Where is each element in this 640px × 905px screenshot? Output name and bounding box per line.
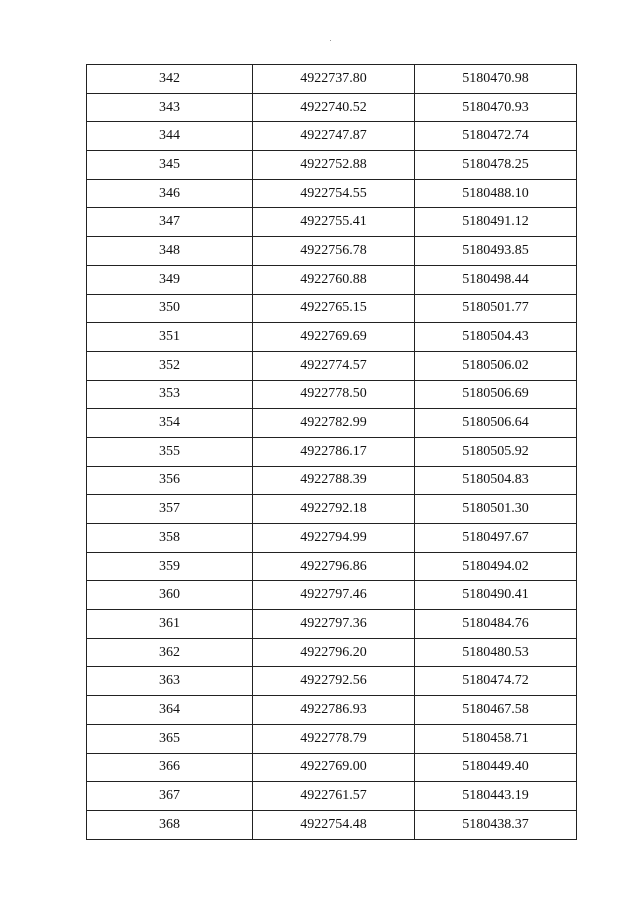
point-number-cell: 355	[87, 437, 253, 466]
point-number-cell: 346	[87, 179, 253, 208]
point-number-cell: 350	[87, 294, 253, 323]
table-row	[87, 495, 577, 524]
y-coordinate-cell: 5180443.19	[415, 782, 577, 811]
coordinate-table	[86, 64, 577, 840]
table-row	[87, 696, 577, 725]
table-row	[87, 65, 577, 94]
point-number-cell: 358	[87, 524, 253, 553]
point-number-cell: 353	[87, 380, 253, 409]
y-coordinate-cell: 5180470.93	[415, 93, 577, 122]
x-coordinate-cell: 4922792.56	[253, 667, 415, 696]
y-coordinate-cell: 5180494.02	[415, 552, 577, 581]
x-coordinate-cell: 4922797.46	[253, 581, 415, 610]
table-row	[87, 294, 577, 323]
point-number-cell: 359	[87, 552, 253, 581]
x-coordinate-cell: 4922778.50	[253, 380, 415, 409]
y-coordinate-cell: 5180501.77	[415, 294, 577, 323]
x-coordinate-cell: 4922740.52	[253, 93, 415, 122]
y-coordinate-cell: 5180467.58	[415, 696, 577, 725]
table-row	[87, 265, 577, 294]
y-coordinate-cell: 5180484.76	[415, 610, 577, 639]
point-number-cell: 349	[87, 265, 253, 294]
table-row	[87, 380, 577, 409]
table-row	[87, 753, 577, 782]
x-coordinate-cell: 4922754.55	[253, 179, 415, 208]
x-coordinate-cell: 4922747.87	[253, 122, 415, 151]
x-coordinate-cell: 4922778.79	[253, 724, 415, 753]
point-number-cell: 345	[87, 151, 253, 180]
point-number-cell: 357	[87, 495, 253, 524]
table-row	[87, 122, 577, 151]
point-number-cell: 342	[87, 65, 253, 94]
x-coordinate-cell: 4922769.00	[253, 753, 415, 782]
point-number-cell: 367	[87, 782, 253, 811]
point-number-cell: 362	[87, 638, 253, 667]
x-coordinate-cell: 4922752.88	[253, 151, 415, 180]
x-coordinate-cell: 4922774.57	[253, 351, 415, 380]
x-coordinate-cell: 4922756.78	[253, 237, 415, 266]
point-number-cell: 352	[87, 351, 253, 380]
table-row	[87, 409, 577, 438]
y-coordinate-cell: 5180506.69	[415, 380, 577, 409]
y-coordinate-cell: 5180488.10	[415, 179, 577, 208]
table-row	[87, 524, 577, 553]
point-number-cell: 365	[87, 724, 253, 753]
table-row	[87, 724, 577, 753]
y-coordinate-cell: 5180490.41	[415, 581, 577, 610]
x-coordinate-cell: 4922788.39	[253, 466, 415, 495]
x-coordinate-cell: 4922782.99	[253, 409, 415, 438]
y-coordinate-cell: 5180497.67	[415, 524, 577, 553]
x-coordinate-cell: 4922737.80	[253, 65, 415, 94]
table-row	[87, 437, 577, 466]
table-row	[87, 151, 577, 180]
table-row	[87, 466, 577, 495]
point-number-cell: 344	[87, 122, 253, 151]
table-row	[87, 638, 577, 667]
y-coordinate-cell: 5180480.53	[415, 638, 577, 667]
x-coordinate-cell: 4922761.57	[253, 782, 415, 811]
point-number-cell: 351	[87, 323, 253, 352]
x-coordinate-cell: 4922769.69	[253, 323, 415, 352]
y-coordinate-cell: 5180498.44	[415, 265, 577, 294]
table-row	[87, 610, 577, 639]
table-row	[87, 93, 577, 122]
table-row	[87, 351, 577, 380]
y-coordinate-cell: 5180501.30	[415, 495, 577, 524]
table-row	[87, 581, 577, 610]
x-coordinate-cell: 4922786.17	[253, 437, 415, 466]
point-number-cell: 366	[87, 753, 253, 782]
point-number-cell: 363	[87, 667, 253, 696]
y-coordinate-cell: 5180470.98	[415, 65, 577, 94]
y-coordinate-cell: 5180478.25	[415, 151, 577, 180]
scan-speck	[330, 40, 331, 41]
x-coordinate-cell: 4922797.36	[253, 610, 415, 639]
y-coordinate-cell: 5180506.64	[415, 409, 577, 438]
point-number-cell: 354	[87, 409, 253, 438]
x-coordinate-cell: 4922754.48	[253, 810, 415, 839]
x-coordinate-cell: 4922796.20	[253, 638, 415, 667]
x-coordinate-cell: 4922755.41	[253, 208, 415, 237]
x-coordinate-cell: 4922794.99	[253, 524, 415, 553]
y-coordinate-cell: 5180491.12	[415, 208, 577, 237]
x-coordinate-cell: 4922796.86	[253, 552, 415, 581]
y-coordinate-cell: 5180438.37	[415, 810, 577, 839]
point-number-cell: 347	[87, 208, 253, 237]
y-coordinate-cell: 5180458.71	[415, 724, 577, 753]
table-row	[87, 810, 577, 839]
coordinate-table-body	[87, 65, 577, 840]
x-coordinate-cell: 4922792.18	[253, 495, 415, 524]
point-number-cell: 348	[87, 237, 253, 266]
y-coordinate-cell: 5180504.43	[415, 323, 577, 352]
table-row	[87, 237, 577, 266]
table-row	[87, 782, 577, 811]
point-number-cell: 368	[87, 810, 253, 839]
table-row	[87, 552, 577, 581]
y-coordinate-cell: 5180472.74	[415, 122, 577, 151]
point-number-cell: 361	[87, 610, 253, 639]
point-number-cell: 356	[87, 466, 253, 495]
point-number-cell: 343	[87, 93, 253, 122]
y-coordinate-cell: 5180505.92	[415, 437, 577, 466]
y-coordinate-cell: 5180504.83	[415, 466, 577, 495]
y-coordinate-cell: 5180449.40	[415, 753, 577, 782]
table-row	[87, 179, 577, 208]
point-number-cell: 364	[87, 696, 253, 725]
x-coordinate-cell: 4922760.88	[253, 265, 415, 294]
y-coordinate-cell: 5180474.72	[415, 667, 577, 696]
x-coordinate-cell: 4922765.15	[253, 294, 415, 323]
y-coordinate-cell: 5180506.02	[415, 351, 577, 380]
x-coordinate-cell: 4922786.93	[253, 696, 415, 725]
y-coordinate-cell: 5180493.85	[415, 237, 577, 266]
table-row	[87, 667, 577, 696]
point-number-cell: 360	[87, 581, 253, 610]
table-row	[87, 208, 577, 237]
table-row	[87, 323, 577, 352]
